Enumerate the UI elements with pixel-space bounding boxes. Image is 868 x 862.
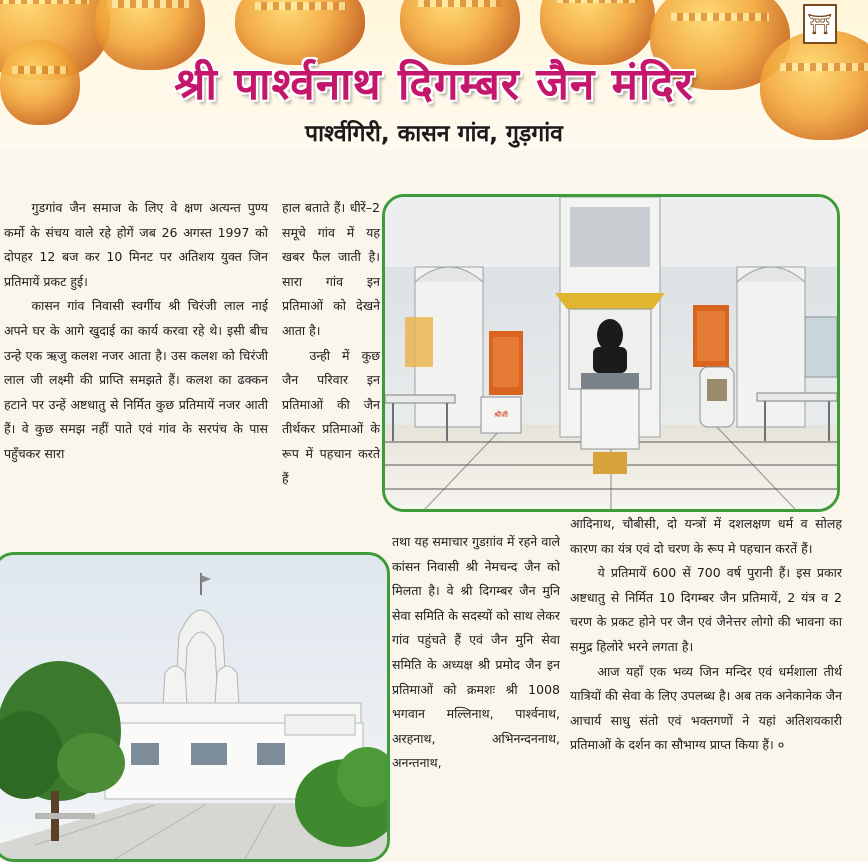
text-column-left [4,196,268,467]
page-subtitle: पार्श्वगिरी, कासन गांव, गुड़गांव [305,121,563,147]
paragraph: कासन गांव निवासी स्वर्गीय श्री चिरंजी लाल नाई अपने घर के आगे खुदाई का कार्य करवा रहे थे। इसी बीच उन्हे एक ऋजु कलश नजर आता है। उस कलश को चिरंजी लाल जी लक्ष्मी की प्राप्ति समझते हैं। कलश का ढक्कन हटाने पर उन्हें अष्टधातु से निर्मित कुछ प्रतिमायें नजर आती हैं। वे कुछ समझ नहीं पाते एवं गांव के सरपंच के पास पहुँचकर सारा [4,298,268,461]
temple-exterior-image [0,555,387,859]
text-column-right [570,512,842,758]
signboard-text: श्रीजी [494,411,508,419]
paragraph: आदिनाथ, चौबीसी, दो यन्त्रों में दशलक्षण धर्म व सोलह कारण का यंत्र एवं दो चरण के रूप मे पहचान करतें हैं। [570,516,842,556]
header-banner [0,0,868,150]
text-column-middle-bottom [392,530,560,776]
temple-interior-photo [382,194,840,512]
temple-exterior-photo [0,552,390,862]
paragraph: ये प्रतिमायें 600 सें 700 वर्ष पुरानी हैं। इस प्रकार अष्टधातु से निर्मित 10 दिगम्बर जैन प्रतिमायें, 2 यंत्र व 2 चरण के प्रकट होने पर जैन एवं जैनेत्तर लोगो की भावना का समुद्र हिलोरे भरने लगता है। [570,565,842,654]
text-column-middle-top [282,196,380,491]
paragraph: गुडगांव जैन समाज के लिए वे क्षण अत्यन्त पुण्य कर्मो के संचय वाले रहे होगें जब 26 अगस्त 1997 को दोपहर 12 बज कर 10 मिनट पर अतिशय युक्त जिन प्रतिमायें प्रकट हुई। [4,200,268,289]
page-title: श्री पार्श्वनाथ दिगम्बर जैन मंदिर [174,59,694,110]
temple-interior-image [385,197,837,509]
paragraph: तथा यह समाचार गुडग़ांव में रहने वाले कांसन निवासी श्री नेमचन्द जैन को मिलता है। वे श्री दिगम्बर जैन मुनि सेवा समिति के सदस्यों को साथ लेकर गांव पहुंचते हैं एवं जैन मुनि सेवा समिति के अध्यक्ष श्री प्रमोद जैन इन प्रतिमाओं को क्रमशः श्री 1008 भगवान मल्लिनाथ, पार्श्वनाथ, अरहनाथ, अभिनन्दननाथ, अनन्तनाथ, [392,534,560,771]
paragraph: आज यहाँ एक भव्य जिन मन्दिर एवं धर्मशाला तीर्थ यात्रियों की सेवा के लिए उपलब्ध है। अब तक अनेकानेक जैन आचार्य साधु संतो एवं भक्तगणों ने यहां अतिशयकारी प्रतिमाओं के दर्शन का सौभाग्य प्राप्त किया हैं। ० [570,663,842,753]
paragraph: उन्ही में कुछ जैन परिवार इन प्रतिमाओं की जैन तीर्थकर प्रतिमाओं के रूप में पहचान करते हैं [282,347,380,486]
temple-logo-icon: ⛩ [803,4,837,44]
paragraph: हाल बताते हैं। धीरें–2 समूचे गांव में यह खबर फैल जाती है। सारा गांव इन प्रतिमाओं को देखने आता है। [282,200,380,338]
